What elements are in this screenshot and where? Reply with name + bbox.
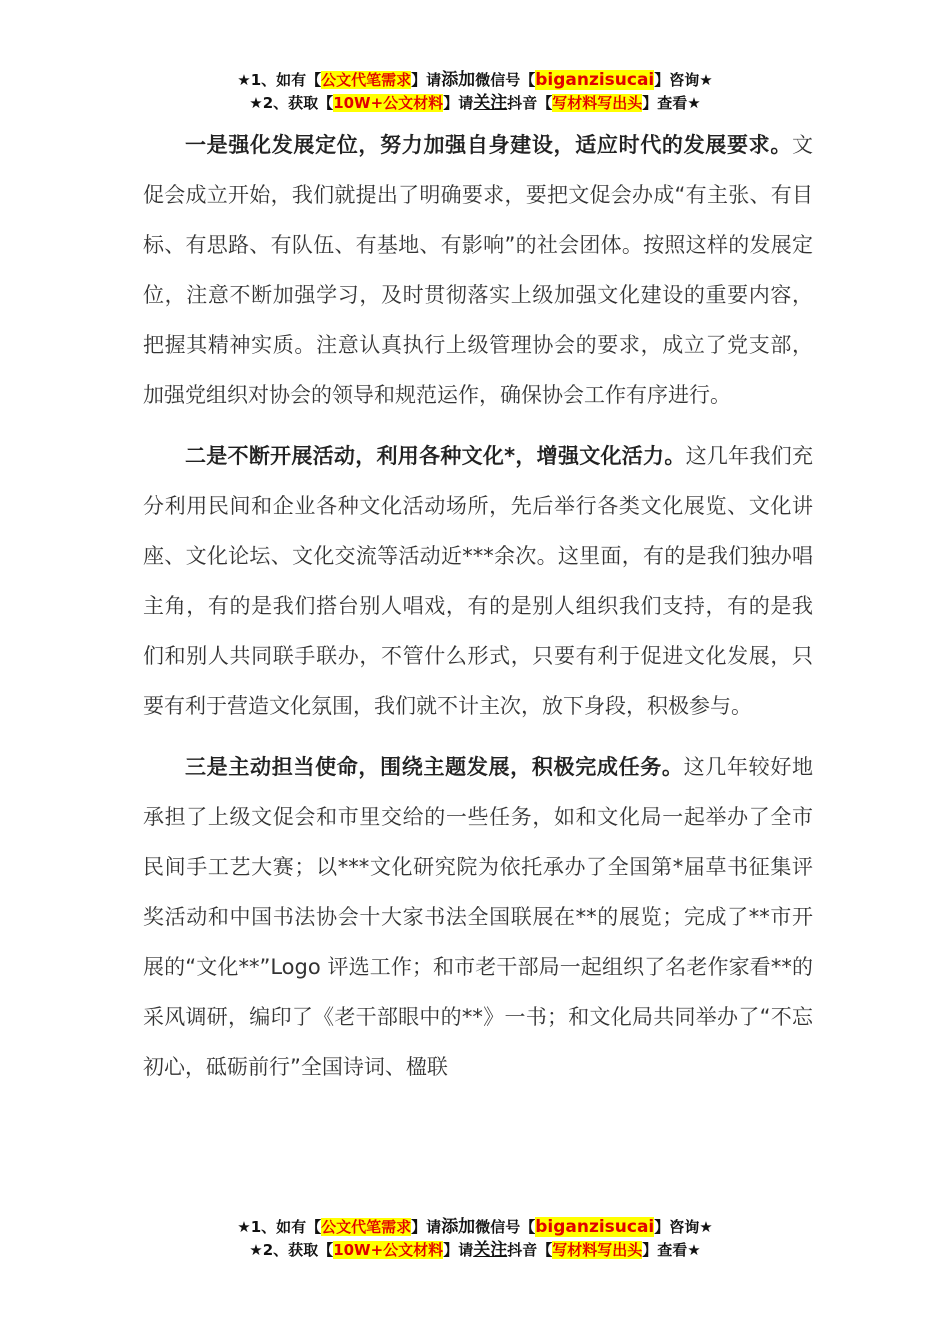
paragraph-2: [143, 431, 813, 731]
promo-text: 抖音【: [507, 1241, 553, 1259]
promo-highlight: 公文代笔需求: [321, 1218, 412, 1236]
douyin-highlight: 写材料写出头: [552, 94, 643, 112]
promo-text: 微信号【: [475, 71, 536, 89]
promo-text: 】请: [411, 1218, 442, 1236]
paragraph-text: 这几年我们充分利用民间和企业各种文化活动场所，先后举行各类文化展览、文化讲座、文化论坛、文化交流等活动近***余次。这里面，有的是我们独办唱主角，有的是我们搭台别人唱戏，有的是别人组织我们支持，有的是我们和别人共同联手联办，不管什么形式，只要有利于促进文化发展，只要有利于营造文化氛围，我们就不计主次，放下身段，积极参与。: [143, 444, 814, 718]
promo-emphasis: 关注: [473, 93, 508, 113]
promo-text: 】请: [411, 71, 442, 89]
promo-text: 】查看★: [642, 1241, 701, 1259]
promo-emphasis: 关注: [473, 1240, 508, 1260]
promo-highlight: 10W+公文材料: [333, 1241, 444, 1259]
promo-banner-top: [0, 69, 950, 115]
promo-highlight: 公文代笔需求: [321, 71, 412, 89]
wechat-id-highlight: biganzisucai: [535, 1217, 655, 1237]
promo-text: 微信号【: [475, 1218, 536, 1236]
paragraph-text: 这几年较好地承担了上级文促会和市里交给的一些任务，如和文化局一起举办了全市民间手工艺大赛；以***文化研究院为依托承办了全国第*届草书征集评奖活动和中国书法协会十大家书法全国联展在**的展览；完成了**市开展的“文化**”Logo 评选工作；和市老干部局一起组织了名老作家看**的采风调研，编印了《老干部眼中的**》一书；和文化局共同举办了“不忘初心，砥砺前行”全国诗词、楹联: [143, 755, 814, 1079]
document-body: [143, 120, 813, 1092]
wechat-id-highlight: biganzisucai: [535, 70, 655, 90]
promo-banner-bottom: [0, 1216, 950, 1262]
promo-line-1: [0, 69, 950, 92]
promo-emphasis: 添加: [441, 1217, 476, 1237]
promo-text: 】请: [443, 1241, 474, 1259]
paragraph-heading: 三是主动担当使命，围绕主题发展，积极完成任务。: [185, 755, 684, 779]
promo-text: 】请: [443, 94, 474, 112]
promo-text: ★2、获取【: [249, 94, 334, 112]
paragraph-text: 文促会成立开始，我们就提出了明确要求，要把文促会办成“有主张、有目标、有思路、有队伍、有基地、有影响”的社会团体。按照这样的发展定位，注意不断加强学习，及时贯彻落实上级加强文化建设的重要内容，把握其精神实质。注意认真执行上级管理协会的要求，成立了党支部，加强党组织对协会的领导和规范运作，确保协会工作有序进行。: [143, 133, 813, 407]
promo-text: ★2、获取【: [249, 1241, 334, 1259]
promo-line-2: [0, 92, 950, 115]
promo-line-1: [0, 1216, 950, 1239]
promo-line-2: [0, 1239, 950, 1262]
promo-text: 】咨询★: [654, 1218, 713, 1236]
promo-text: ★1、如有【: [237, 1218, 322, 1236]
promo-text: 抖音【: [507, 94, 553, 112]
paragraph-3: [143, 742, 813, 1092]
paragraph-heading: 二是不断开展活动，利用各种文化*，增强文化活力。: [185, 444, 686, 468]
paragraph-1: [143, 120, 813, 420]
promo-emphasis: 添加: [441, 70, 476, 90]
promo-highlight: 10W+公文材料: [333, 94, 444, 112]
paragraph-heading: 一是强化发展定位，努力加强自身建设，适应时代的发展要求。: [185, 133, 792, 157]
promo-text: 】咨询★: [654, 71, 713, 89]
douyin-highlight: 写材料写出头: [552, 1241, 643, 1259]
promo-text: 】查看★: [642, 94, 701, 112]
promo-text: ★1、如有【: [237, 71, 322, 89]
